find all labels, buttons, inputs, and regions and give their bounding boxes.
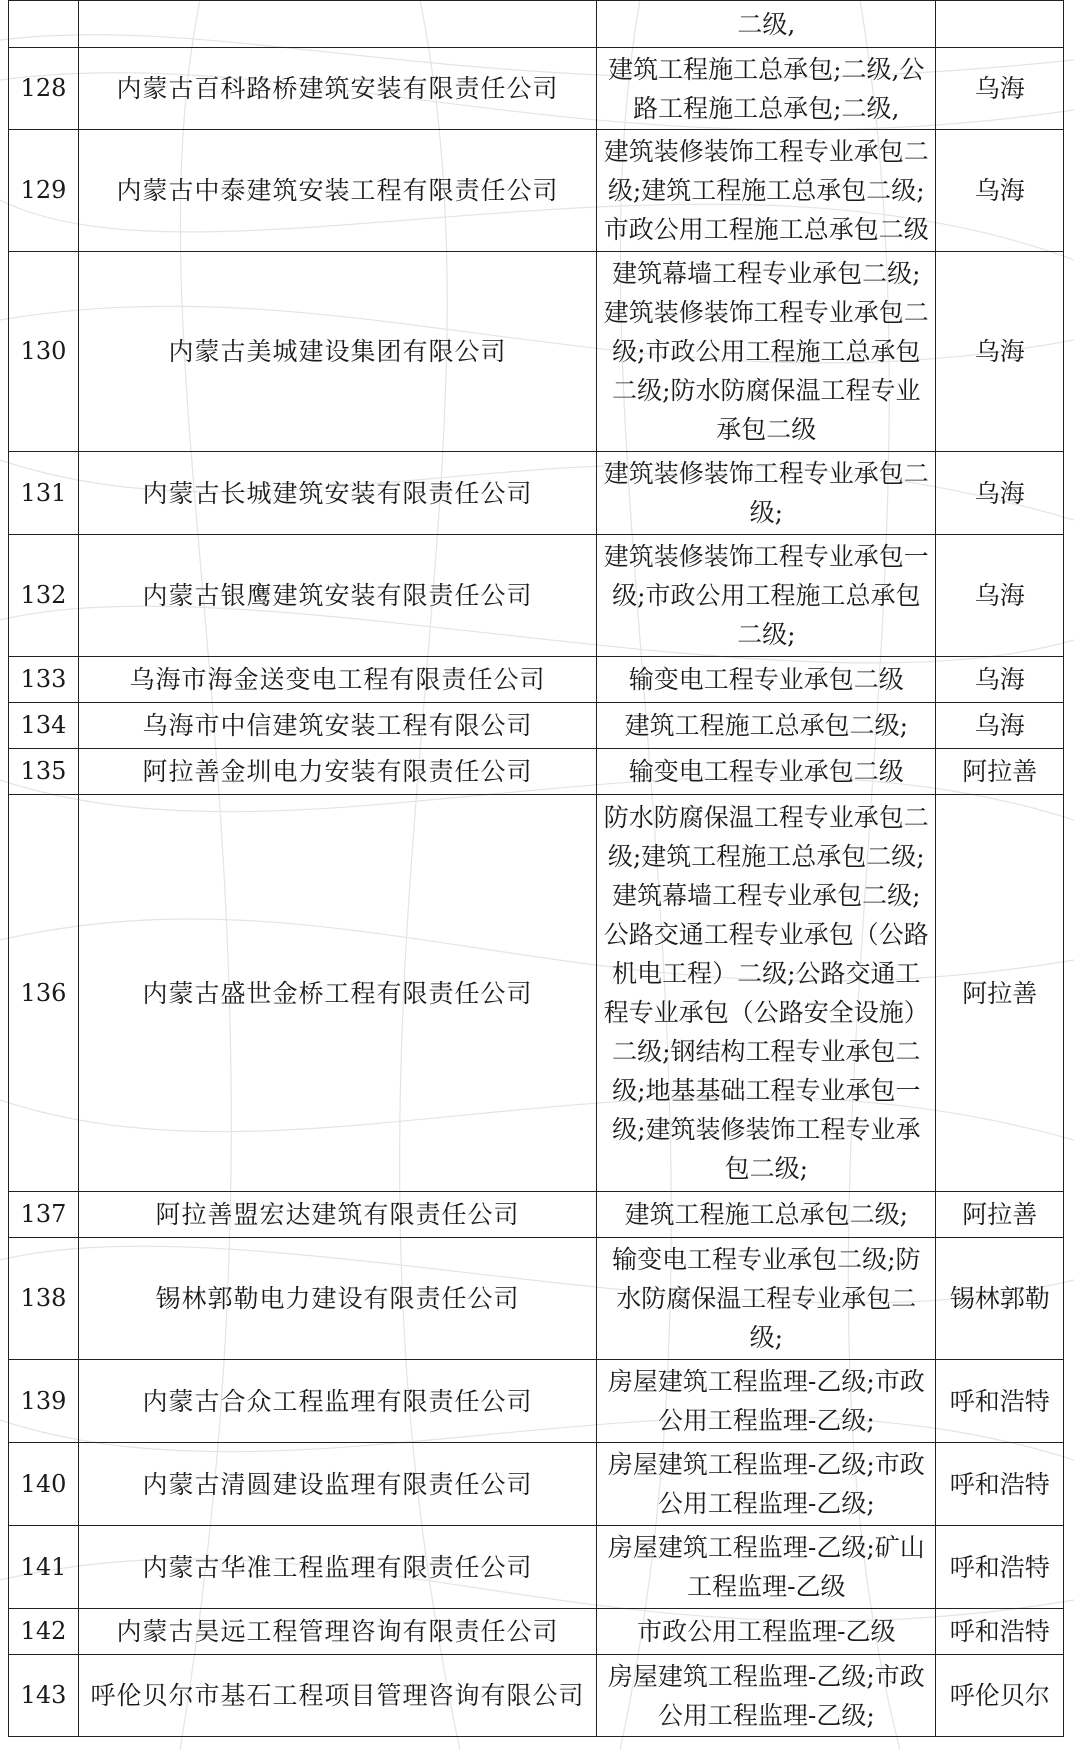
region: 乌海: [936, 535, 1064, 657]
company-name: 呼伦贝尔市基石工程项目管理咨询有限公司: [78, 1655, 596, 1737]
table-row: [9, 535, 1064, 657]
row-number: 138: [9, 1238, 79, 1360]
company-name: 锡林郭勒电力建设有限责任公司: [78, 1238, 596, 1360]
region: 乌海: [936, 130, 1064, 252]
qualification: 建筑工程施工总承包;二级,公路工程施工总承包;二级,: [597, 48, 936, 130]
region: 呼和浩特: [936, 1360, 1064, 1443]
qualification: 建筑装修装饰工程专业承包二级;建筑工程施工总承包二级;市政公用工程施工总承包二级: [597, 130, 936, 252]
region: 阿拉善: [936, 749, 1064, 795]
qualification-table: [8, 0, 1064, 1737]
region: 乌海: [936, 657, 1064, 703]
region: 呼和浩特: [936, 1609, 1064, 1655]
region: 乌海: [936, 48, 1064, 130]
table-row: [9, 130, 1064, 252]
row-number: 139: [9, 1360, 79, 1443]
table-row: [9, 1192, 1064, 1238]
qualification: 市政公用工程监理-乙级: [597, 1609, 936, 1655]
region: 乌海: [936, 452, 1064, 535]
company-name: 阿拉善盟宏达建筑有限责任公司: [78, 1192, 596, 1238]
company-name: 内蒙古盛世金桥工程有限责任公司: [78, 795, 596, 1192]
table-row: [9, 703, 1064, 749]
table-row: [9, 1526, 1064, 1609]
row-number: 143: [9, 1655, 79, 1737]
qualification: 房屋建筑工程监理-乙级;市政公用工程监理-乙级;: [597, 1443, 936, 1526]
qualification: 建筑工程施工总承包二级;: [597, 1192, 936, 1238]
row-number: 130: [9, 252, 79, 452]
qualification: 输变电工程专业承包二级;防水防腐保温工程专业承包二级;: [597, 1238, 936, 1360]
company-name: 内蒙古昊远工程管理咨询有限责任公司: [78, 1609, 596, 1655]
region: 呼和浩特: [936, 1443, 1064, 1526]
company-name: 乌海市中信建筑安装工程有限公司: [78, 703, 596, 749]
qualification: 房屋建筑工程监理-乙级;市政公用工程监理-乙级;: [597, 1360, 936, 1443]
table-row: [9, 749, 1064, 795]
region: 阿拉善: [936, 1192, 1064, 1238]
row-number: 129: [9, 130, 79, 252]
region: 锡林郭勒: [936, 1238, 1064, 1360]
qualification: 建筑工程施工总承包二级;: [597, 703, 936, 749]
company-name: 乌海市海金送变电工程有限责任公司: [78, 657, 596, 703]
row-number: 131: [9, 452, 79, 535]
region: 阿拉善: [936, 795, 1064, 1192]
company-name: 内蒙古美城建设集团有限公司: [78, 252, 596, 452]
qualification: 输变电工程专业承包二级: [597, 657, 936, 703]
qualification: 建筑幕墙工程专业承包二级;建筑装修装饰工程专业承包二级;市政公用工程施工总承包二级;防水防腐保温工程专业承包二级: [597, 252, 936, 452]
region: 乌海: [936, 703, 1064, 749]
row-number: 141: [9, 1526, 79, 1609]
region: 呼和浩特: [936, 1526, 1064, 1609]
region: [936, 1, 1064, 48]
qualification: 二级,: [597, 1, 936, 48]
table-row: [9, 48, 1064, 130]
row-number: 128: [9, 48, 79, 130]
company-name: 内蒙古百科路桥建筑安装有限责任公司: [78, 48, 596, 130]
qualification: 房屋建筑工程监理-乙级;矿山工程监理-乙级: [597, 1526, 936, 1609]
company-name: 阿拉善金圳电力安装有限责任公司: [78, 749, 596, 795]
qualification: 防水防腐保温工程专业承包二级;建筑工程施工总承包二级;建筑幕墙工程专业承包二级;公路交通工程专业承包（公路机电工程）二级;公路交通工程专业承包（公路安全设施）二级;钢结构工程专业承包二级;地基基础工程专业承包一级;建筑装修装饰工程专业承包二级;: [597, 795, 936, 1192]
row-number: 136: [9, 795, 79, 1192]
table-row: [9, 657, 1064, 703]
row-number: 137: [9, 1192, 79, 1238]
row-number: 135: [9, 749, 79, 795]
row-number: 142: [9, 1609, 79, 1655]
table-row: [9, 1655, 1064, 1737]
table-row: [9, 1360, 1064, 1443]
company-name: [78, 1, 596, 48]
company-name: 内蒙古华准工程监理有限责任公司: [78, 1526, 596, 1609]
row-number: 140: [9, 1443, 79, 1526]
qualification: 房屋建筑工程监理-乙级;市政公用工程监理-乙级;: [597, 1655, 936, 1737]
company-name: 内蒙古合众工程监理有限责任公司: [78, 1360, 596, 1443]
company-name: 内蒙古中泰建筑安装工程有限责任公司: [78, 130, 596, 252]
company-name: 内蒙古清圆建设监理有限责任公司: [78, 1443, 596, 1526]
company-name: 内蒙古银鹰建筑安装有限责任公司: [78, 535, 596, 657]
table-row: [9, 452, 1064, 535]
row-number: 132: [9, 535, 79, 657]
row-number: 134: [9, 703, 79, 749]
region: 呼伦贝尔: [936, 1655, 1064, 1737]
row-number: 133: [9, 657, 79, 703]
region: 乌海: [936, 252, 1064, 452]
qualification: 建筑装修装饰工程专业承包一级;市政公用工程施工总承包二级;: [597, 535, 936, 657]
table-row: [9, 1443, 1064, 1526]
table-row: [9, 795, 1064, 1192]
qualification: 建筑装修装饰工程专业承包二级;: [597, 452, 936, 535]
table-row: [9, 252, 1064, 452]
table-row: [9, 1609, 1064, 1655]
company-name: 内蒙古长城建筑安装有限责任公司: [78, 452, 596, 535]
table-row: [9, 1238, 1064, 1360]
qualification: 输变电工程专业承包二级: [597, 749, 936, 795]
row-number: [9, 1, 79, 48]
table-row-continued: [9, 1, 1064, 48]
